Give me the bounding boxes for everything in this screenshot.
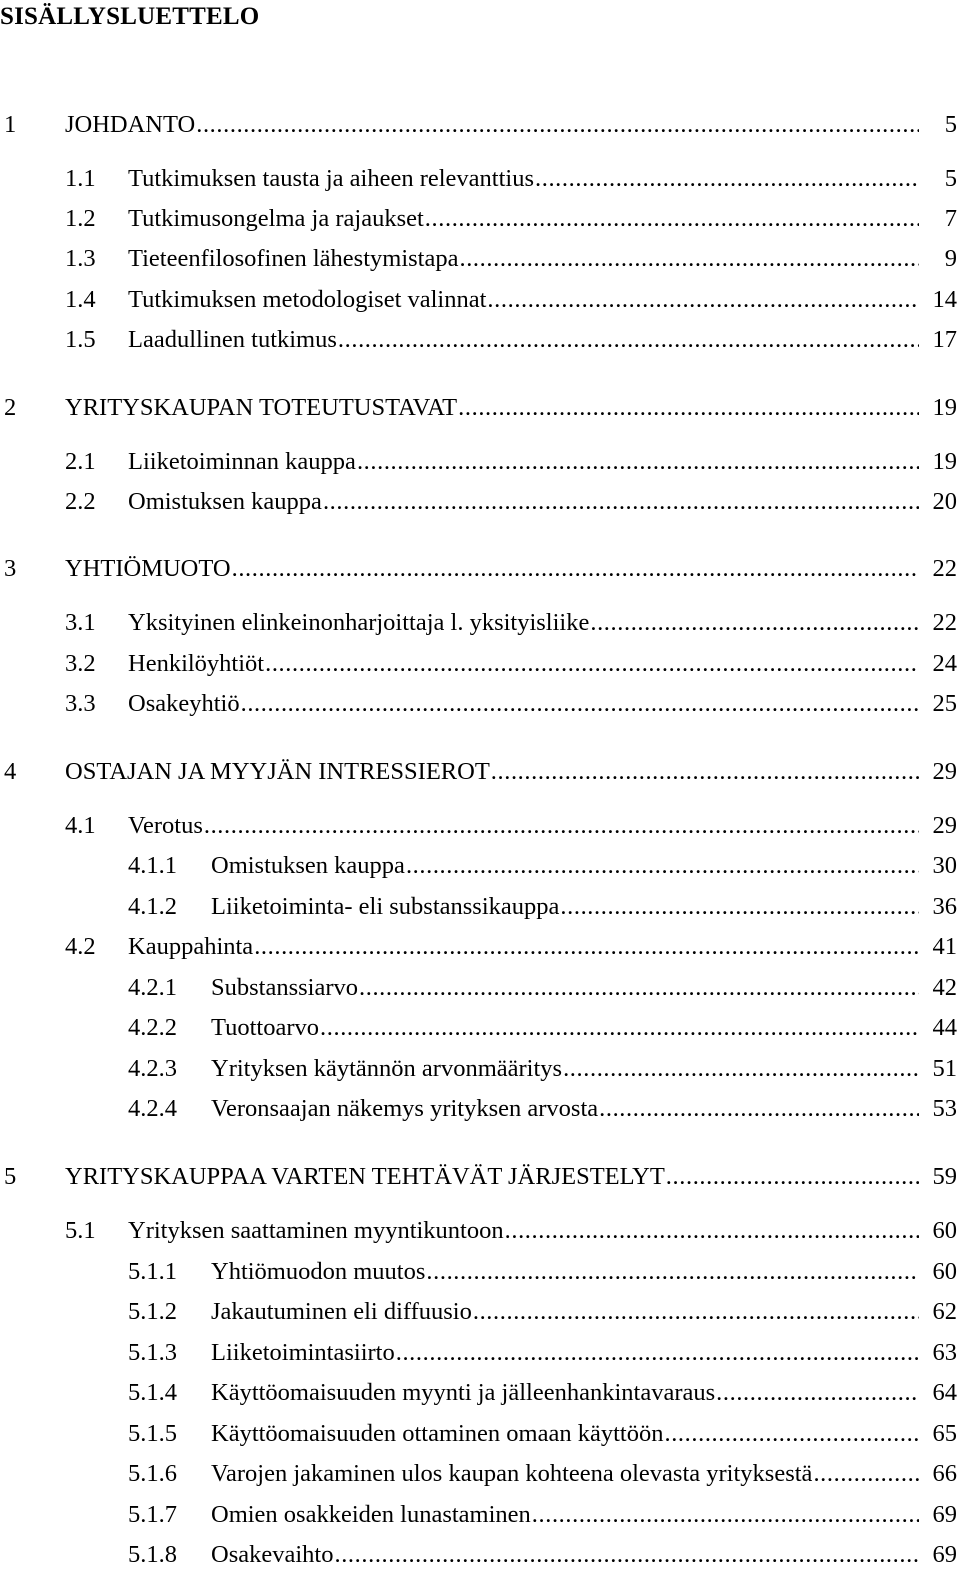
toc-entry-title: Käyttöomaisuuden ottaminen omaan käyttöön xyxy=(211,1420,664,1447)
toc-entry-number: 5.1.4 xyxy=(128,1379,177,1406)
dot-leader xyxy=(813,1458,919,1490)
toc-entry-page: 29 xyxy=(932,812,957,839)
toc-entry[interactable] xyxy=(0,1539,960,1571)
toc-entry-page: 64 xyxy=(932,1379,957,1406)
toc-entry-page: 20 xyxy=(932,488,957,515)
toc-entry-page: 59 xyxy=(932,1163,957,1190)
dot-leader xyxy=(563,1053,919,1085)
toc-entry-page: 41 xyxy=(932,933,957,960)
toc-entry-page: 19 xyxy=(932,448,957,475)
toc-entry-number: 5 xyxy=(4,1163,17,1190)
toc-entry[interactable] xyxy=(0,1418,960,1450)
toc-entry[interactable] xyxy=(0,1458,960,1490)
toc-entry[interactable] xyxy=(0,1377,960,1409)
dot-leader xyxy=(196,109,919,141)
toc-entry-page: 65 xyxy=(932,1420,957,1447)
dot-leader xyxy=(204,810,919,842)
toc-entry[interactable] xyxy=(0,324,960,356)
toc-entry-title: Omien osakkeiden lunastaminen xyxy=(211,1501,531,1528)
toc-entry-title: Yrityksen saattaminen myyntikuntoon xyxy=(128,1217,504,1244)
toc-entry[interactable] xyxy=(0,810,960,842)
toc-entry-title: Kauppahinta xyxy=(128,933,254,960)
toc-entry[interactable] xyxy=(0,203,960,235)
dot-leader xyxy=(491,756,919,788)
toc-entry-page: 25 xyxy=(932,690,957,717)
dot-leader xyxy=(599,1093,919,1125)
toc-entry-title: Tuottoarvo xyxy=(211,1014,320,1041)
toc-entry-page: 63 xyxy=(932,1339,957,1366)
dot-leader xyxy=(359,972,919,1004)
dot-leader xyxy=(241,688,919,720)
dot-leader xyxy=(254,931,919,963)
toc-entry-title: Laadullinen tutkimus xyxy=(128,326,337,353)
dot-leader xyxy=(426,1256,919,1288)
dot-leader xyxy=(458,392,919,424)
toc-entry[interactable] xyxy=(0,163,960,195)
toc-entry-page: 14 xyxy=(932,286,957,313)
toc-entry-page: 5 xyxy=(944,111,957,138)
toc-entry-number: 5.1.6 xyxy=(128,1460,177,1487)
toc-entry-number: 1.5 xyxy=(65,326,96,353)
toc-entry[interactable] xyxy=(0,1296,960,1328)
toc-entry-page: 62 xyxy=(932,1298,957,1325)
toc-entry-number: 5.1.3 xyxy=(128,1339,177,1366)
toc-entry-page: 69 xyxy=(932,1541,957,1568)
toc-entry-number: 4.1.2 xyxy=(128,893,177,920)
toc-entry-page: 24 xyxy=(932,650,957,677)
dot-leader xyxy=(487,284,919,316)
toc-entry-page: 22 xyxy=(932,609,957,636)
toc-entry[interactable] xyxy=(0,1337,960,1369)
dot-leader xyxy=(664,1418,919,1450)
toc-entry[interactable] xyxy=(0,486,960,518)
dot-leader xyxy=(232,553,919,585)
toc-entry[interactable] xyxy=(0,972,960,1004)
toc-entry-number: 5.1 xyxy=(65,1217,96,1244)
toc-entry[interactable] xyxy=(0,607,960,639)
toc-entry-number: 4.2.1 xyxy=(128,974,177,1001)
toc-entry[interactable] xyxy=(0,891,960,923)
toc-entry-title: Jakautuminen eli diffuusio xyxy=(211,1298,472,1325)
page-title: SISÄLLYSLUETTELO xyxy=(0,3,260,30)
dot-leader xyxy=(357,446,919,478)
toc-entry[interactable] xyxy=(0,243,960,275)
toc-entry-number: 3.2 xyxy=(65,650,96,677)
toc-entry-page: 36 xyxy=(932,893,957,920)
toc-entry-page: 44 xyxy=(932,1014,957,1041)
toc-entry-page: 7 xyxy=(944,205,957,232)
toc-entry-title: Tutkimuksen tausta ja aiheen relevanttius xyxy=(128,165,534,192)
toc-entry[interactable] xyxy=(0,553,960,585)
toc-entry-number: 1.4 xyxy=(65,286,96,313)
toc-entry-page: 42 xyxy=(932,974,957,1001)
toc-entry[interactable] xyxy=(0,1093,960,1125)
toc-entry[interactable] xyxy=(0,1053,960,1085)
toc-entry-page: 22 xyxy=(932,555,957,582)
dot-leader xyxy=(425,203,919,235)
toc-entry[interactable] xyxy=(0,109,960,141)
toc-entry-number: 2.2 xyxy=(65,488,96,515)
dot-leader xyxy=(716,1377,919,1409)
dot-leader xyxy=(265,648,919,680)
dot-leader xyxy=(532,1499,919,1531)
toc-entry-number: 3.3 xyxy=(65,690,96,717)
toc-entry-title: Liiketoimintasiirto xyxy=(211,1339,395,1366)
toc-entry-title: Omistuksen kauppa xyxy=(128,488,322,515)
toc-entry-page: 29 xyxy=(932,758,957,785)
toc-entry-page: 60 xyxy=(932,1217,957,1244)
toc-entry-number: 4 xyxy=(4,758,17,785)
toc-entry-number: 1 xyxy=(4,111,17,138)
toc-entry[interactable] xyxy=(0,1215,960,1247)
toc-entry-title: Yrityksen käytännön arvonmääritys xyxy=(211,1055,563,1082)
toc-entry-title: Liiketoiminnan kauppa xyxy=(128,448,356,475)
dot-leader xyxy=(396,1337,919,1369)
toc-entry-title: Omistuksen kauppa xyxy=(211,852,405,879)
toc-entry[interactable] xyxy=(0,931,960,963)
toc-entry-page: 51 xyxy=(932,1055,957,1082)
toc-entry-title: Tieteenfilosofinen lähestymistapa xyxy=(128,245,459,272)
toc-entry-page: 19 xyxy=(932,394,957,421)
dot-leader xyxy=(473,1296,919,1328)
toc-entry-title: Substanssiarvo xyxy=(211,974,358,1001)
toc-entry-title: OSTAJAN JA MYYJÄN INTRESSIEROT xyxy=(65,758,490,785)
toc-entry-title: JOHDANTO xyxy=(65,111,196,138)
toc-entry-number: 5.1.2 xyxy=(128,1298,177,1325)
toc-entry-page: 53 xyxy=(932,1095,957,1122)
toc-entry[interactable] xyxy=(0,688,960,720)
toc-entry-number: 5.1.8 xyxy=(128,1541,177,1568)
toc-entry[interactable] xyxy=(0,850,960,882)
toc-entry-title: Verotus xyxy=(128,812,203,839)
dot-leader xyxy=(459,243,919,275)
toc-entry-number: 5.1.5 xyxy=(128,1420,177,1447)
toc-entry-page: 5 xyxy=(944,165,957,192)
dot-leader xyxy=(334,1539,919,1571)
toc-entry-title: Osakevaihto xyxy=(211,1541,334,1568)
toc-entry-title: Liiketoiminta- eli substanssikauppa xyxy=(211,893,560,920)
toc-entry-page: 69 xyxy=(932,1501,957,1528)
toc-entry-number: 4.2.2 xyxy=(128,1014,177,1041)
toc-entry-number: 3.1 xyxy=(65,609,96,636)
toc-entry-title: Käyttöomaisuuden myynti ja jälleenhankintavaraus xyxy=(211,1379,716,1406)
toc-entry-title: YHTIÖMUOTO xyxy=(65,555,231,582)
toc-entry-number: 5.1.7 xyxy=(128,1501,177,1528)
toc-entry[interactable] xyxy=(0,1499,960,1531)
toc-entry-number: 4.2.4 xyxy=(128,1095,177,1122)
dot-leader xyxy=(323,486,919,518)
toc-entry-title: Veronsaajan näkemys yrityksen arvosta xyxy=(211,1095,599,1122)
toc-entry-number: 4.2.3 xyxy=(128,1055,177,1082)
toc-entry[interactable] xyxy=(0,648,960,680)
toc-entry[interactable] xyxy=(0,392,960,424)
toc-entry-page: 66 xyxy=(932,1460,957,1487)
toc-entry-number: 3 xyxy=(4,555,17,582)
toc-entry-title: Osakeyhtiö xyxy=(128,690,240,717)
dot-leader xyxy=(406,850,919,882)
toc-entry-title: YRITYSKAUPPAA VARTEN TEHTÄVÄT JÄRJESTELYT xyxy=(65,1163,665,1190)
toc-entry-page: 17 xyxy=(932,326,957,353)
toc-entry[interactable] xyxy=(0,1256,960,1288)
dot-leader xyxy=(560,891,919,923)
toc-entry-page: 60 xyxy=(932,1258,957,1285)
dot-leader xyxy=(338,324,919,356)
toc-entry-title: Tutkimusongelma ja rajaukset xyxy=(128,205,424,232)
toc-entry-number: 4.1.1 xyxy=(128,852,177,879)
toc-entry[interactable] xyxy=(0,1012,960,1044)
toc-entry-title: Yhtiömuodon muutos xyxy=(211,1258,426,1285)
dot-leader xyxy=(535,163,919,195)
toc-entry-number: 1.1 xyxy=(65,165,96,192)
dot-leader xyxy=(505,1215,919,1247)
dot-leader xyxy=(666,1161,919,1193)
toc-entry-title: Varojen jakaminen ulos kaupan kohteena olevasta yrityksestä xyxy=(211,1460,813,1487)
dot-leader xyxy=(320,1012,919,1044)
toc-entry-page: 30 xyxy=(932,852,957,879)
toc-entry[interactable] xyxy=(0,284,960,316)
toc-entry-page: 9 xyxy=(944,245,957,272)
toc-entry-title: Yksityinen elinkeinonharjoittaja l. yksityisliike xyxy=(128,609,590,636)
dot-leader xyxy=(590,607,919,639)
toc-entry-title: YRITYSKAUPAN TOTEUTUSTAVAT xyxy=(65,394,458,421)
toc-entry-number: 4.2 xyxy=(65,933,96,960)
toc-entry-title: Tutkimuksen metodologiset valinnat xyxy=(128,286,487,313)
toc-entry-number: 5.1.1 xyxy=(128,1258,177,1285)
toc-entry-number: 2.1 xyxy=(65,448,96,475)
toc-entry-number: 2 xyxy=(4,394,17,421)
toc-entry[interactable] xyxy=(0,1161,960,1193)
toc-entry-number: 4.1 xyxy=(65,812,96,839)
toc-entry-number: 1.2 xyxy=(65,205,96,232)
toc-entry[interactable] xyxy=(0,446,960,478)
toc-entry-title: Henkilöyhtiöt xyxy=(128,650,265,677)
toc-entry[interactable] xyxy=(0,756,960,788)
toc-entry-number: 1.3 xyxy=(65,245,96,272)
